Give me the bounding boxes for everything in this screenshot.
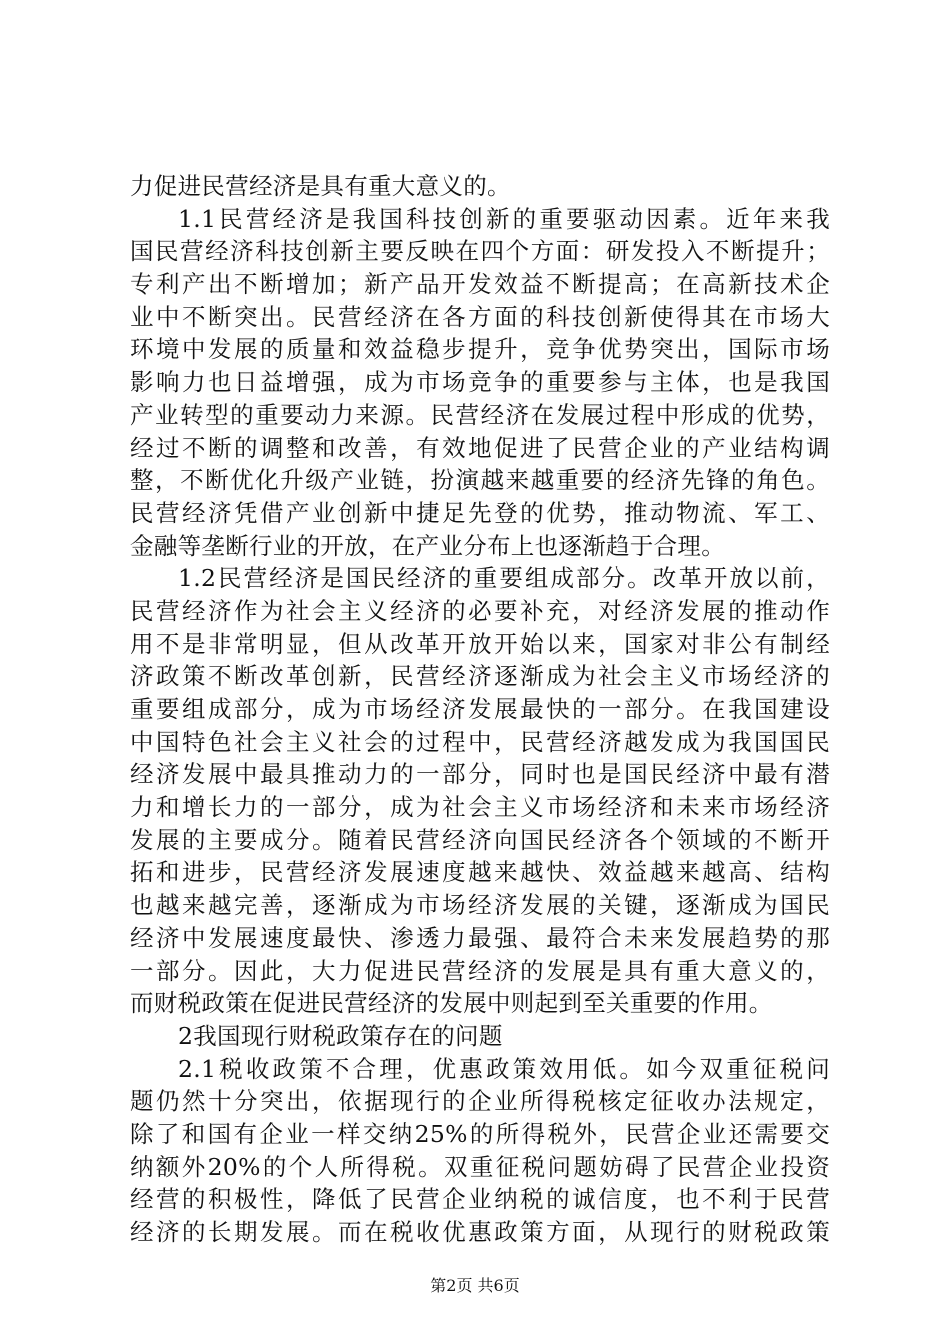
text-line: 1.1民营经济是我国科技创新的重要驱动因素。近年来我 — [178, 204, 830, 233]
text-line: 经济中发展速度最快、渗透力最强、最符合未来发展趋势的那 — [130, 923, 830, 952]
text-line: 经济发展中最具推动力的一部分，同时也是国民经济中最有潜 — [130, 760, 830, 789]
text-line: 拓和进步，民营经济发展速度越来越快、效益越来越高、结构 — [130, 858, 830, 887]
text-line: 发展的主要成分。随着民营经济向国民经济各个领域的不断开 — [130, 825, 830, 854]
text-line: 经济的长期发展。而在税收优惠政策方面，从现行的财税政策 — [130, 1218, 830, 1246]
text-line: 环境中发展的质量和效益稳步提升，竞争优势突出，国际市场 — [130, 335, 830, 364]
text-line: 中国特色社会主义社会的过程中，民营经济越发成为我国国民 — [130, 727, 830, 756]
text-line: 民营经济凭借产业创新中捷足先登的优势，推动物流、军工、 — [130, 498, 830, 527]
section-heading: 2我国现行财税政策存在的问题 — [178, 1021, 503, 1050]
text-line: 而财税政策在促进民营经济的发展中则起到至关重要的作用。 — [130, 989, 773, 1018]
text-line: 重要组成部分，成为市场经济发展最快的一部分。在我国建设 — [130, 695, 830, 723]
text-line: 整，不断优化升级产业链，扮演越来越重要的经济先锋的角色。 — [130, 466, 830, 495]
page-footer: 第2页 共6页 — [430, 1276, 520, 1295]
text-line: 用不是非常明显，但从改革开放开始以来，国家对非公有制经 — [130, 629, 830, 658]
text-line: 金融等垄断行业的开放，在产业分布上也逐渐趋于合理。 — [130, 531, 725, 560]
text-line: 也越来越完善，逐渐成为市场经济发展的关键，逐渐成为国民 — [130, 891, 830, 920]
text-line: 力促进民营经济是具有重大意义的。 — [130, 172, 511, 200]
text-line: 题仍然十分突出，依据现行的企业所得税核定征收办法规定， — [130, 1087, 830, 1116]
text-line: 济政策不断改革创新，民营经济逐渐成为社会主义市场经济的 — [130, 662, 830, 691]
body-text — [130, 170, 830, 1249]
text-line: 经过不断的调整和改善，有效地促进了民营企业的产业结构调 — [130, 433, 830, 462]
text-line: 除了和国有企业一样交纳25%的所得税外，民营企业还需要交 — [130, 1119, 830, 1148]
text-line: 1.2民营经济是国民经济的重要组成部分。改革开放以前， — [178, 564, 830, 593]
text-line: 业中不断突出。民营经济在各方面的科技创新使得其在市场大 — [130, 302, 830, 331]
text-line: 2.1税收政策不合理，优惠政策效用低。如今双重征税问 — [178, 1054, 830, 1083]
text-line: 民营经济作为社会主义经济的必要补充，对经济发展的推动作 — [130, 596, 830, 625]
text-line: 产业转型的重要动力来源。民营经济在发展过程中形成的优势， — [130, 400, 830, 429]
text-line: 经营的积极性，降低了民营企业纳税的诚信度，也不利于民营 — [130, 1185, 830, 1214]
text-line: 专利产出不断增加；新产品开发效益不断提高；在高新技术企 — [130, 270, 830, 299]
text-line: 纳额外20%的个人所得税。双重征税问题妨碍了民营企业投资 — [130, 1152, 830, 1181]
text-line: 国民营经济科技创新主要反映在四个方面：研发投入不断提升； — [130, 237, 830, 266]
text-line: 影响力也日益增强，成为市场竞争的重要参与主体，也是我国 — [130, 368, 830, 397]
text-line: 力和增长力的一部分，成为社会主义市场经济和未来市场经济 — [130, 793, 830, 822]
text-line: 一部分。因此，大力促进民营经济的发展是具有重大意义的， — [130, 956, 830, 985]
